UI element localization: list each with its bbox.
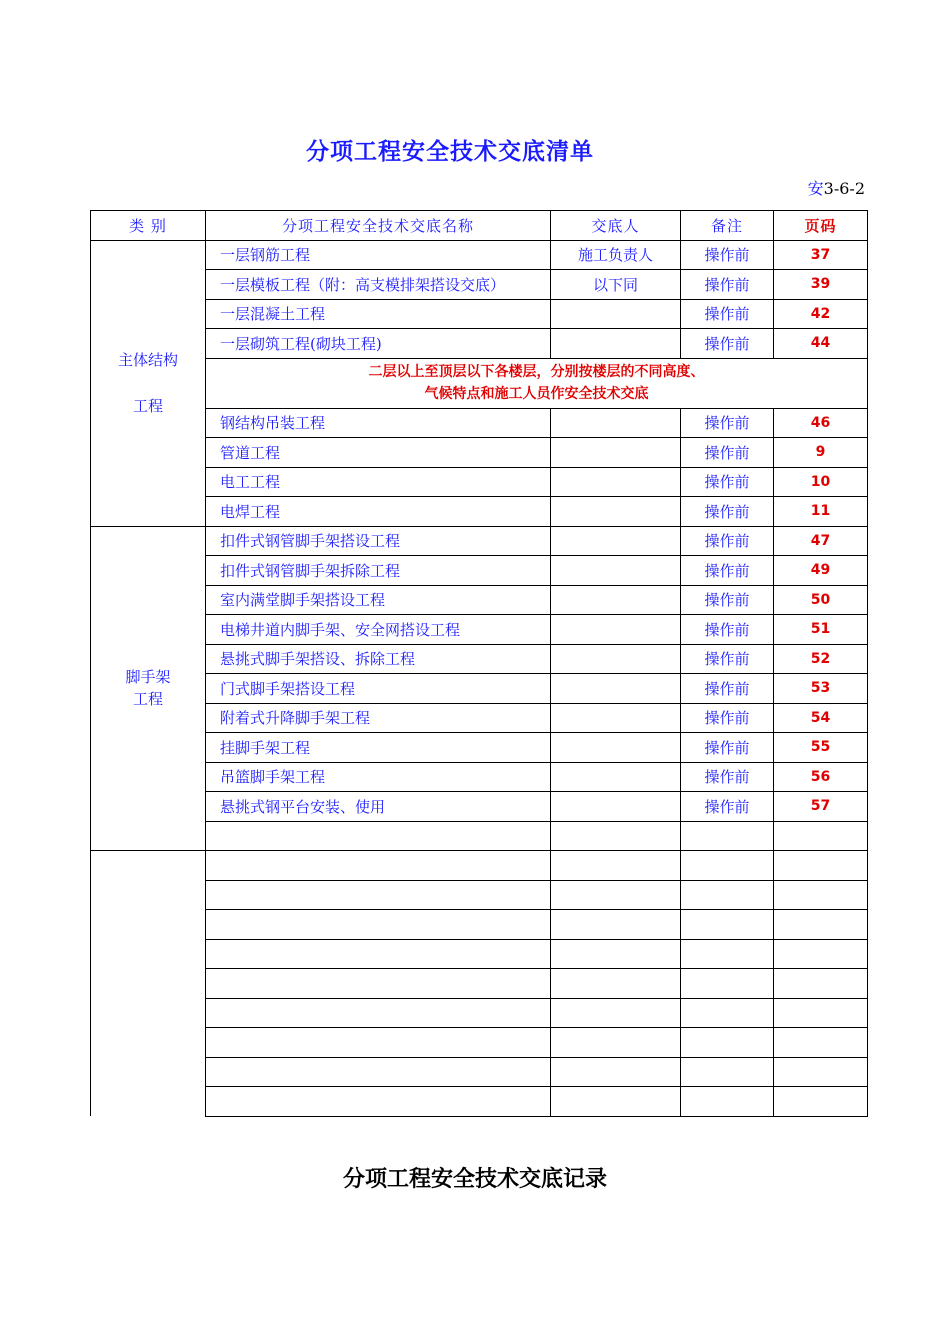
item-remark: 操作前 bbox=[681, 467, 774, 497]
item-discloser bbox=[551, 880, 681, 910]
table-row bbox=[91, 762, 868, 792]
item-remark: 操作前 bbox=[681, 438, 774, 468]
item-page: 57 bbox=[774, 792, 868, 822]
item-name bbox=[206, 880, 551, 910]
item-discloser bbox=[551, 329, 681, 359]
item-page bbox=[774, 821, 868, 851]
empty-category-cell bbox=[91, 851, 206, 1117]
item-discloser bbox=[551, 910, 681, 940]
table-row bbox=[91, 585, 868, 615]
item-remark: 操作前 bbox=[681, 329, 774, 359]
item-discloser bbox=[551, 497, 681, 527]
item-remark bbox=[681, 1028, 774, 1058]
item-discloser bbox=[551, 851, 681, 881]
empty-row bbox=[91, 910, 868, 940]
disclosure-list-table bbox=[90, 210, 868, 1117]
item-remark: 操作前 bbox=[681, 556, 774, 586]
header-name: 分项工程安全技术交底名称 bbox=[206, 211, 551, 241]
item-name bbox=[206, 851, 551, 881]
table-header-row bbox=[91, 211, 868, 241]
item-name bbox=[206, 910, 551, 940]
item-page: 10 bbox=[774, 467, 868, 497]
item-name: 电焊工程 bbox=[206, 497, 551, 527]
floor-note bbox=[206, 358, 868, 408]
item-page bbox=[774, 998, 868, 1028]
item-remark: 操作前 bbox=[681, 762, 774, 792]
table-row bbox=[91, 792, 868, 822]
item-name bbox=[206, 821, 551, 851]
item-page: 47 bbox=[774, 526, 868, 556]
item-name bbox=[206, 939, 551, 969]
item-page: 55 bbox=[774, 733, 868, 763]
form-code-prefix: 安 bbox=[807, 179, 824, 198]
item-remark: 操作前 bbox=[681, 408, 774, 438]
item-name: 一层模板工程（附：高支模排架搭设交底） bbox=[206, 270, 551, 300]
item-name bbox=[206, 969, 551, 999]
item-discloser bbox=[551, 408, 681, 438]
category-label-line1: 脚手架 bbox=[125, 667, 171, 686]
item-discloser bbox=[551, 821, 681, 851]
header-page: 页码 bbox=[774, 211, 868, 241]
item-page bbox=[774, 910, 868, 940]
item-page: 37 bbox=[774, 240, 868, 270]
item-name: 悬挑式脚手架搭设、拆除工程 bbox=[206, 644, 551, 674]
item-remark bbox=[681, 851, 774, 881]
item-remark bbox=[681, 1087, 774, 1117]
item-remark: 操作前 bbox=[681, 674, 774, 704]
table-row bbox=[91, 821, 868, 851]
empty-row bbox=[91, 998, 868, 1028]
item-remark bbox=[681, 880, 774, 910]
item-remark: 操作前 bbox=[681, 299, 774, 329]
item-name: 吊篮脚手架工程 bbox=[206, 762, 551, 792]
table-row bbox=[91, 733, 868, 763]
item-discloser bbox=[551, 939, 681, 969]
item-discloser bbox=[551, 526, 681, 556]
item-discloser bbox=[551, 792, 681, 822]
header-category: 类 别 bbox=[91, 211, 206, 241]
item-page: 50 bbox=[774, 585, 868, 615]
table-row bbox=[91, 674, 868, 704]
table-row bbox=[91, 644, 868, 674]
item-discloser bbox=[551, 703, 681, 733]
item-page bbox=[774, 1057, 868, 1087]
item-page: 52 bbox=[774, 644, 868, 674]
item-discloser bbox=[551, 1028, 681, 1058]
item-discloser bbox=[551, 615, 681, 645]
item-page: 49 bbox=[774, 556, 868, 586]
item-remark: 操作前 bbox=[681, 703, 774, 733]
item-remark bbox=[681, 998, 774, 1028]
item-page: 42 bbox=[774, 299, 868, 329]
floor-note-line1: 二层以上至顶层以下各楼层，分别按楼层的不同高度、 bbox=[368, 364, 705, 380]
item-discloser bbox=[551, 644, 681, 674]
item-page: 54 bbox=[774, 703, 868, 733]
item-page: 11 bbox=[774, 497, 868, 527]
table-row bbox=[91, 467, 868, 497]
item-remark bbox=[681, 1057, 774, 1087]
item-discloser bbox=[551, 438, 681, 468]
item-remark: 操作前 bbox=[681, 644, 774, 674]
category-label-line1: 主体结构 bbox=[117, 350, 178, 369]
table-row bbox=[91, 703, 868, 733]
header-remark: 备注 bbox=[681, 211, 774, 241]
item-discloser bbox=[551, 674, 681, 704]
item-remark: 操作前 bbox=[681, 497, 774, 527]
item-page bbox=[774, 939, 868, 969]
table-row bbox=[91, 408, 868, 438]
item-remark bbox=[681, 821, 774, 851]
item-page bbox=[774, 880, 868, 910]
item-remark: 操作前 bbox=[681, 585, 774, 615]
empty-row bbox=[91, 1028, 868, 1058]
table-row bbox=[91, 526, 868, 556]
item-discloser bbox=[551, 733, 681, 763]
table-row bbox=[91, 329, 868, 359]
item-discloser bbox=[551, 998, 681, 1028]
item-name: 门式脚手架搭设工程 bbox=[206, 674, 551, 704]
table-row bbox=[91, 240, 868, 270]
header-discloser: 交底人 bbox=[551, 211, 681, 241]
document-title: 分项工程安全技术交底清单 bbox=[306, 139, 594, 165]
item-discloser: 施工负责人 bbox=[551, 240, 681, 270]
item-name bbox=[206, 998, 551, 1028]
item-remark: 操作前 bbox=[681, 526, 774, 556]
item-name: 挂脚手架工程 bbox=[206, 733, 551, 763]
item-name: 附着式升降脚手架工程 bbox=[206, 703, 551, 733]
item-page bbox=[774, 851, 868, 881]
item-remark bbox=[681, 969, 774, 999]
item-discloser bbox=[551, 762, 681, 792]
item-name: 扣件式钢管脚手架搭设工程 bbox=[206, 526, 551, 556]
item-page: 53 bbox=[774, 674, 868, 704]
item-discloser: 以下同 bbox=[551, 270, 681, 300]
form-code-number: 3-6-2 bbox=[823, 179, 865, 198]
item-page: 56 bbox=[774, 762, 868, 792]
item-page: 44 bbox=[774, 329, 868, 359]
form-code bbox=[790, 176, 865, 199]
item-name: 电梯井道内脚手架、安全网搭设工程 bbox=[206, 615, 551, 645]
item-remark: 操作前 bbox=[681, 270, 774, 300]
item-name: 一层砌筑工程(砌块工程) bbox=[206, 329, 551, 359]
item-remark: 操作前 bbox=[681, 792, 774, 822]
empty-row bbox=[91, 1057, 868, 1087]
floor-note-line2: 气候特点和施工人员作安全技术交底 bbox=[424, 386, 649, 402]
item-discloser bbox=[551, 1057, 681, 1087]
item-discloser bbox=[551, 969, 681, 999]
table-row bbox=[91, 438, 868, 468]
item-discloser bbox=[551, 556, 681, 586]
item-name bbox=[206, 1028, 551, 1058]
item-name: 扣件式钢管脚手架拆除工程 bbox=[206, 556, 551, 586]
item-remark: 操作前 bbox=[681, 615, 774, 645]
item-name bbox=[206, 1057, 551, 1087]
item-name: 钢结构吊装工程 bbox=[206, 408, 551, 438]
item-page bbox=[774, 969, 868, 999]
section-subtitle: 分项工程安全技术交底记录 bbox=[342, 1167, 607, 1192]
category-cell bbox=[91, 526, 206, 851]
table-row bbox=[91, 497, 868, 527]
item-page bbox=[774, 1087, 868, 1117]
empty-row bbox=[91, 851, 868, 881]
table-row bbox=[91, 299, 868, 329]
empty-row bbox=[91, 880, 868, 910]
note-row bbox=[91, 358, 868, 408]
item-name: 悬挑式钢平台安装、使用 bbox=[206, 792, 551, 822]
category-cell bbox=[91, 240, 206, 526]
item-name bbox=[206, 1087, 551, 1117]
item-discloser bbox=[551, 1087, 681, 1117]
item-page: 46 bbox=[774, 408, 868, 438]
item-name: 电工工程 bbox=[206, 467, 551, 497]
item-remark: 操作前 bbox=[681, 733, 774, 763]
item-page: 9 bbox=[774, 438, 868, 468]
item-name: 一层钢筋工程 bbox=[206, 240, 551, 270]
item-discloser bbox=[551, 467, 681, 497]
empty-row bbox=[91, 1087, 868, 1117]
category-label-line2: 工程 bbox=[132, 397, 163, 415]
item-page bbox=[774, 1028, 868, 1058]
empty-row bbox=[91, 969, 868, 999]
item-remark bbox=[681, 939, 774, 969]
table-row bbox=[91, 270, 868, 300]
item-name: 一层混凝土工程 bbox=[206, 299, 551, 329]
empty-row bbox=[91, 939, 868, 969]
item-name: 管道工程 bbox=[206, 438, 551, 468]
item-name: 室内满堂脚手架搭设工程 bbox=[206, 585, 551, 615]
item-remark: 操作前 bbox=[681, 240, 774, 270]
item-remark bbox=[681, 910, 774, 940]
item-page: 51 bbox=[774, 615, 868, 645]
table-row bbox=[91, 615, 868, 645]
item-discloser bbox=[551, 299, 681, 329]
category-label-line2: 工程 bbox=[132, 690, 163, 709]
table-row bbox=[91, 556, 868, 586]
item-page: 39 bbox=[774, 270, 868, 300]
item-discloser bbox=[551, 585, 681, 615]
